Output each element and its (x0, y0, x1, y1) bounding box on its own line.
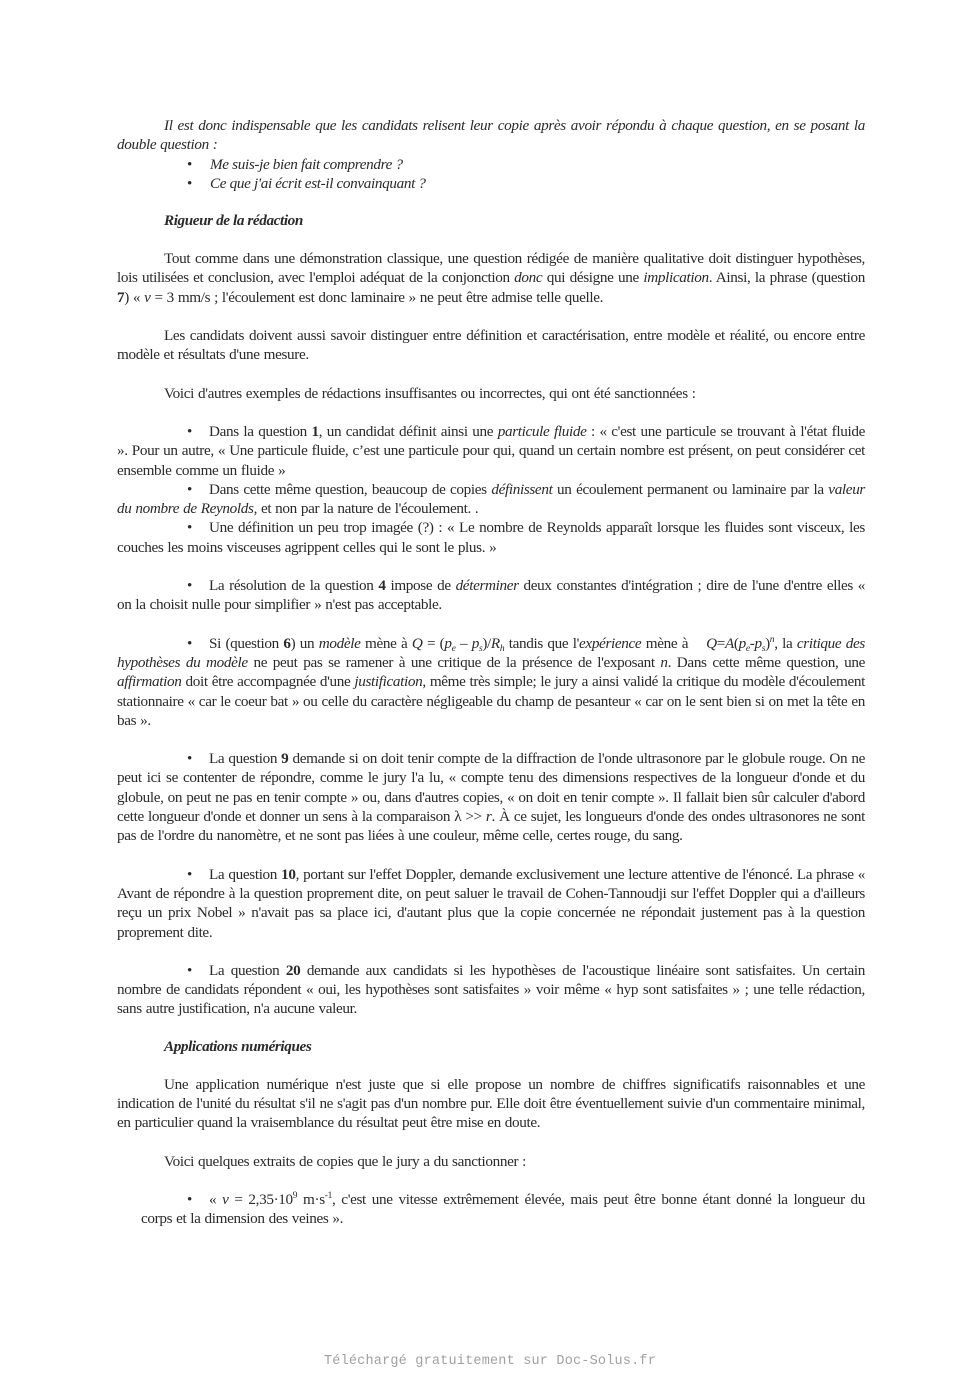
bullet-icon: • (187, 961, 192, 979)
bullet-paragraph: • La question 20 demande aux candidats si les hypothèses de l'acoustique linéaire sont satisfaites. Un certain nombre de candidats répondent « oui, les hypothèses sont satisfaites » voir même « hyp sont satisfaites » ; une telle rédaction, sans autre justification, n'a aucune valeur. (117, 961, 865, 1018)
bullet-icon: • (187, 634, 192, 652)
paragraph: Tout comme dans une démonstration classique, une question rédigée de manière qualitative doit distinguer hypothèses, lois utilisées et conclusion, avec l'emploi adéquat de la conjonction donc qui désigne une implication. Ainsi, la phrase (question 7) « v = 3 mm/s ; l'écoulement est donc laminaire » ne peut être admise telle quelle. (117, 250, 865, 306)
bullet-paragraph: • Si (question 6) un modèle mène à $Q = (p_e - p_s)/R_h$ tandis que l'expérience mène à $Q=A(p_e-p_s)^n$, la critique des hypothèses du modèle ne peut pas se ramener à une critique de la présence de l'exposant n. Dans cette même question, une affirmation doit être accompagnée d'une justification, même très simple; le jury a ainsi validé la critique du modèle d'écoulement stationnaire « car le coeur bat » ou celle du caractère négligeable du champ de pesanteur « car on le sent bien si on met la tête en bas ». (117, 634, 865, 729)
section-heading: Rigueur de la rédaction (164, 212, 303, 230)
list-item: • Me suis-je bien fait comprendre ? (187, 155, 403, 173)
intro-paragraph: Il est donc indispensable que les candidats relisent leur copie après avoir répondu à chaque question, en se posant la double question : (117, 117, 865, 154)
paragraph: Voici quelques extraits de copies que le jury a du sanctionner : (164, 1152, 526, 1170)
bullet-icon: • (187, 750, 192, 768)
section-heading: Applications numériques (164, 1037, 312, 1055)
bullet-paragraph: • Une définition un peu trop imagée (?) : « Le nombre de Reynolds apparaît lorsque les fluides sont visceux, les couches les moins visceuses agrippent celles qui le sont le plus. » (117, 519, 865, 556)
bullet-paragraph: • La résolution de la question 4 impose de déterminer deux constantes d'intégration ; dire de l'une d'entre elles « on la choisit nulle pour simplifier » n'est pas acceptable. (117, 577, 866, 614)
bullet-icon: • (187, 422, 192, 440)
bullet-icon: • (187, 519, 192, 537)
document-page (117, 116, 865, 1228)
bullet-paragraph: • La question 10, portant sur l'effet Doppler, demande exclusivement une lecture attentive de l'énoncé. La phrase « Avant de répondre à la question proprement dite, on peut saluer le travail de Cohen-Tannoudji sur l'effet Doppler qui a d'ailleurs reçu un prix Nobel » n'avait pas sa place ici, d'autant plus que la copie concernée ne répondait justement pas à la question proprement dite. (117, 865, 865, 941)
bullet-icon: • (187, 1190, 192, 1208)
bullet-paragraph: • « $v = 2,35\cdot 10^9$ $m\cdot s^{-1}$, c'est une vitesse extrêmement élevée, mais peut être bonne étant donné la longueur du corps et la dimension des veines ». (141, 1190, 865, 1228)
bullet-icon: • (187, 174, 192, 192)
bullet-paragraph: • La question 9 demande si on doit tenir compte de la diffraction de l'onde ultrasonore par le globule rouge. On ne peut ici se contenter de répondre, comme le jury l'a lu, « compte tenu des dimensions respectives de la longueur d'onde et du globule, on peut ne pas en tenir compte » ou, dans d'autres copies, « on doit en tenir compte ». Il fallait bien sûr calculer d'abord cette longueur d'onde et donner un sens à la comparaison λ >> r. À ce sujet, les longueurs d'onde des ondes ultrasonores ne sont pas de l'ordre du nanomètre, et ne sont pas liées à une couleur, même celle, certes rouge, du sang. (117, 750, 865, 845)
bullet-icon: • (187, 480, 192, 498)
bullet-paragraph: • Dans cette même question, beaucoup de copies définissent un écoulement permanent ou laminaire par la valeur du nombre de Reynolds, et non par la nature de l'écoulement. . (117, 480, 865, 518)
download-footer: Téléchargé gratuitement sur Doc-Solus.fr (323, 1354, 657, 1369)
list-item: • Ce que j'ai écrit est-il convainquant ? (187, 174, 426, 192)
question-list (117, 155, 865, 194)
bullet-icon: • (187, 577, 192, 595)
bullet-paragraph: • Dans la question 1, un candidat définit ainsi une particule fluide : « c'est une particule se trouvant à l'état fluide ». Pour un autre, « Une particule fluide, c’est une particule pour qui, quand un certain nombre est présent, on peut considérer cet ensemble comme un fluide » (117, 422, 865, 479)
bullet-icon: • (187, 155, 192, 173)
paragraph: Une application numérique n'est juste que si elle propose un nombre de chiffres significatifs raisonnables et une indication de l'unité du résultat s'il ne s'agit pas d'un nombre pur. Elle doit être éventuellement suivie d'un commentaire minimal, en particulier quand la vraisemblance du résultat peut être mise en doute. (117, 1075, 865, 1132)
bullet-icon: • (187, 865, 192, 883)
paragraph: Les candidats doivent aussi savoir distinguer entre définition et caractérisation, entre modèle et réalité, ou encore entre modèle et résultats d'une mesure. (117, 327, 865, 364)
paragraph: Voici d'autres exemples de rédactions insuffisantes ou incorrectes, qui ont été sanctionnées : (164, 384, 696, 402)
